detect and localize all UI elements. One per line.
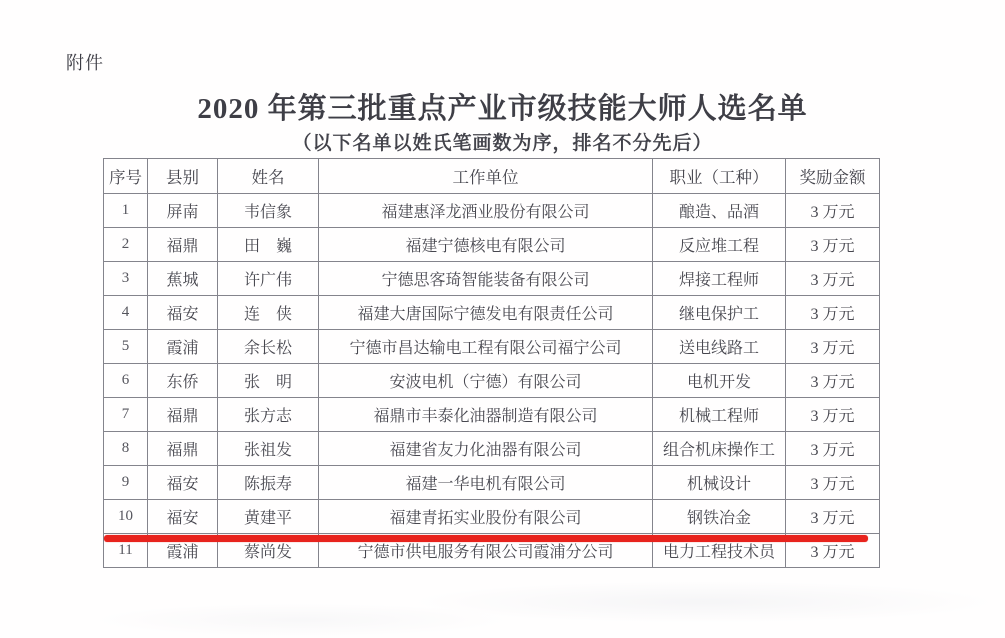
cell-name: 连 侠 xyxy=(218,296,319,330)
cell-county: 福鼎 xyxy=(148,398,218,432)
cell-occupation: 电力工程技术员 xyxy=(653,534,786,568)
column-header-serial: 序号 xyxy=(104,159,148,194)
table-row xyxy=(104,228,880,262)
cell-name: 张方志 xyxy=(218,398,319,432)
cell-employer: 宁德市昌达输电工程有限公司福宁公司 xyxy=(319,330,653,364)
cell-serial: 10 xyxy=(104,500,148,534)
cell-reward: 3 万元 xyxy=(786,432,880,466)
cell-name: 蔡尚发 xyxy=(218,534,319,568)
cell-county: 福鼎 xyxy=(148,228,218,262)
cell-occupation: 焊接工程师 xyxy=(653,262,786,296)
cell-occupation: 机械工程师 xyxy=(653,398,786,432)
cell-occupation: 组合机床操作工 xyxy=(653,432,786,466)
table-row xyxy=(104,330,880,364)
cell-serial: 1 xyxy=(104,194,148,228)
candidates-table xyxy=(103,158,880,568)
cell-county: 福安 xyxy=(148,296,218,330)
cell-occupation: 送电线路工 xyxy=(653,330,786,364)
cell-serial: 9 xyxy=(104,466,148,500)
cell-reward: 3 万元 xyxy=(786,228,880,262)
table-row xyxy=(104,500,880,534)
cell-reward: 3 万元 xyxy=(786,330,880,364)
column-header-employer: 工作单位 xyxy=(319,159,653,194)
cell-occupation: 继电保护工 xyxy=(653,296,786,330)
cell-occupation: 电机开发 xyxy=(653,364,786,398)
cell-occupation: 机械设计 xyxy=(653,466,786,500)
cell-serial: 11 xyxy=(104,534,148,568)
cell-serial: 6 xyxy=(104,364,148,398)
cell-reward: 3 万元 xyxy=(786,534,880,568)
cell-county: 福鼎 xyxy=(148,432,218,466)
cell-employer: 福建宁德核电有限公司 xyxy=(319,228,653,262)
cell-name: 余长松 xyxy=(218,330,319,364)
table-row xyxy=(104,194,880,228)
cell-name: 韦信象 xyxy=(218,194,319,228)
cell-reward: 3 万元 xyxy=(786,398,880,432)
cell-serial: 8 xyxy=(104,432,148,466)
cell-reward: 3 万元 xyxy=(786,296,880,330)
cell-county: 霞浦 xyxy=(148,534,218,568)
attachment-label: 附件 xyxy=(66,53,104,73)
cell-employer: 宁德思客琦智能装备有限公司 xyxy=(319,262,653,296)
cell-employer: 宁德市供电服务有限公司霞浦分公司 xyxy=(319,534,653,568)
table-row xyxy=(104,466,880,500)
table-row xyxy=(104,296,880,330)
cell-county: 霞浦 xyxy=(148,330,218,364)
table-row xyxy=(104,364,880,398)
cell-serial: 4 xyxy=(104,296,148,330)
cell-county: 福安 xyxy=(148,500,218,534)
column-header-county: 县别 xyxy=(148,159,218,194)
highlight-underline xyxy=(104,535,868,542)
page-title: 2020 年第三批重点产业市级技能大师人选名单 xyxy=(197,93,808,125)
page-subtitle: （以下名单以姓氏笔画数为序，排名不分先后） xyxy=(292,133,713,154)
cell-employer: 福鼎市丰泰化油器制造有限公司 xyxy=(319,398,653,432)
column-header-occupation: 职业（工种） xyxy=(653,159,786,194)
cell-serial: 7 xyxy=(104,398,148,432)
cell-employer: 安波电机（宁德）有限公司 xyxy=(319,364,653,398)
table-header-row xyxy=(104,159,880,194)
cell-serial: 5 xyxy=(104,330,148,364)
cell-serial: 3 xyxy=(104,262,148,296)
cell-name: 张祖发 xyxy=(218,432,319,466)
cell-name: 陈振寿 xyxy=(218,466,319,500)
column-header-name: 姓名 xyxy=(218,159,319,194)
cell-name: 许广伟 xyxy=(218,262,319,296)
cell-name: 黄建平 xyxy=(218,500,319,534)
cell-occupation: 酿造、品酒 xyxy=(653,194,786,228)
table-row xyxy=(104,398,880,432)
table-row xyxy=(104,432,880,466)
cell-occupation: 反应堆工程 xyxy=(653,228,786,262)
cell-reward: 3 万元 xyxy=(786,194,880,228)
column-header-reward: 奖励金额 xyxy=(786,159,880,194)
cell-reward: 3 万元 xyxy=(786,466,880,500)
cell-name: 张 明 xyxy=(218,364,319,398)
scan-noise-artifact xyxy=(0,578,1005,638)
cell-employer: 福建大唐国际宁德发电有限责任公司 xyxy=(319,296,653,330)
table-row xyxy=(104,262,880,296)
cell-county: 东侨 xyxy=(148,364,218,398)
cell-employer: 福建一华电机有限公司 xyxy=(319,466,653,500)
cell-employer: 福建惠泽龙酒业股份有限公司 xyxy=(319,194,653,228)
cell-reward: 3 万元 xyxy=(786,500,880,534)
cell-serial: 2 xyxy=(104,228,148,262)
cell-reward: 3 万元 xyxy=(786,364,880,398)
cell-employer: 福建省友力化油器有限公司 xyxy=(319,432,653,466)
cell-county: 蕉城 xyxy=(148,262,218,296)
cell-county: 福安 xyxy=(148,466,218,500)
cell-county: 屏南 xyxy=(148,194,218,228)
cell-employer: 福建青拓实业股份有限公司 xyxy=(319,500,653,534)
cell-name: 田 巍 xyxy=(218,228,319,262)
cell-reward: 3 万元 xyxy=(786,262,880,296)
cell-occupation: 钢铁冶金 xyxy=(653,500,786,534)
